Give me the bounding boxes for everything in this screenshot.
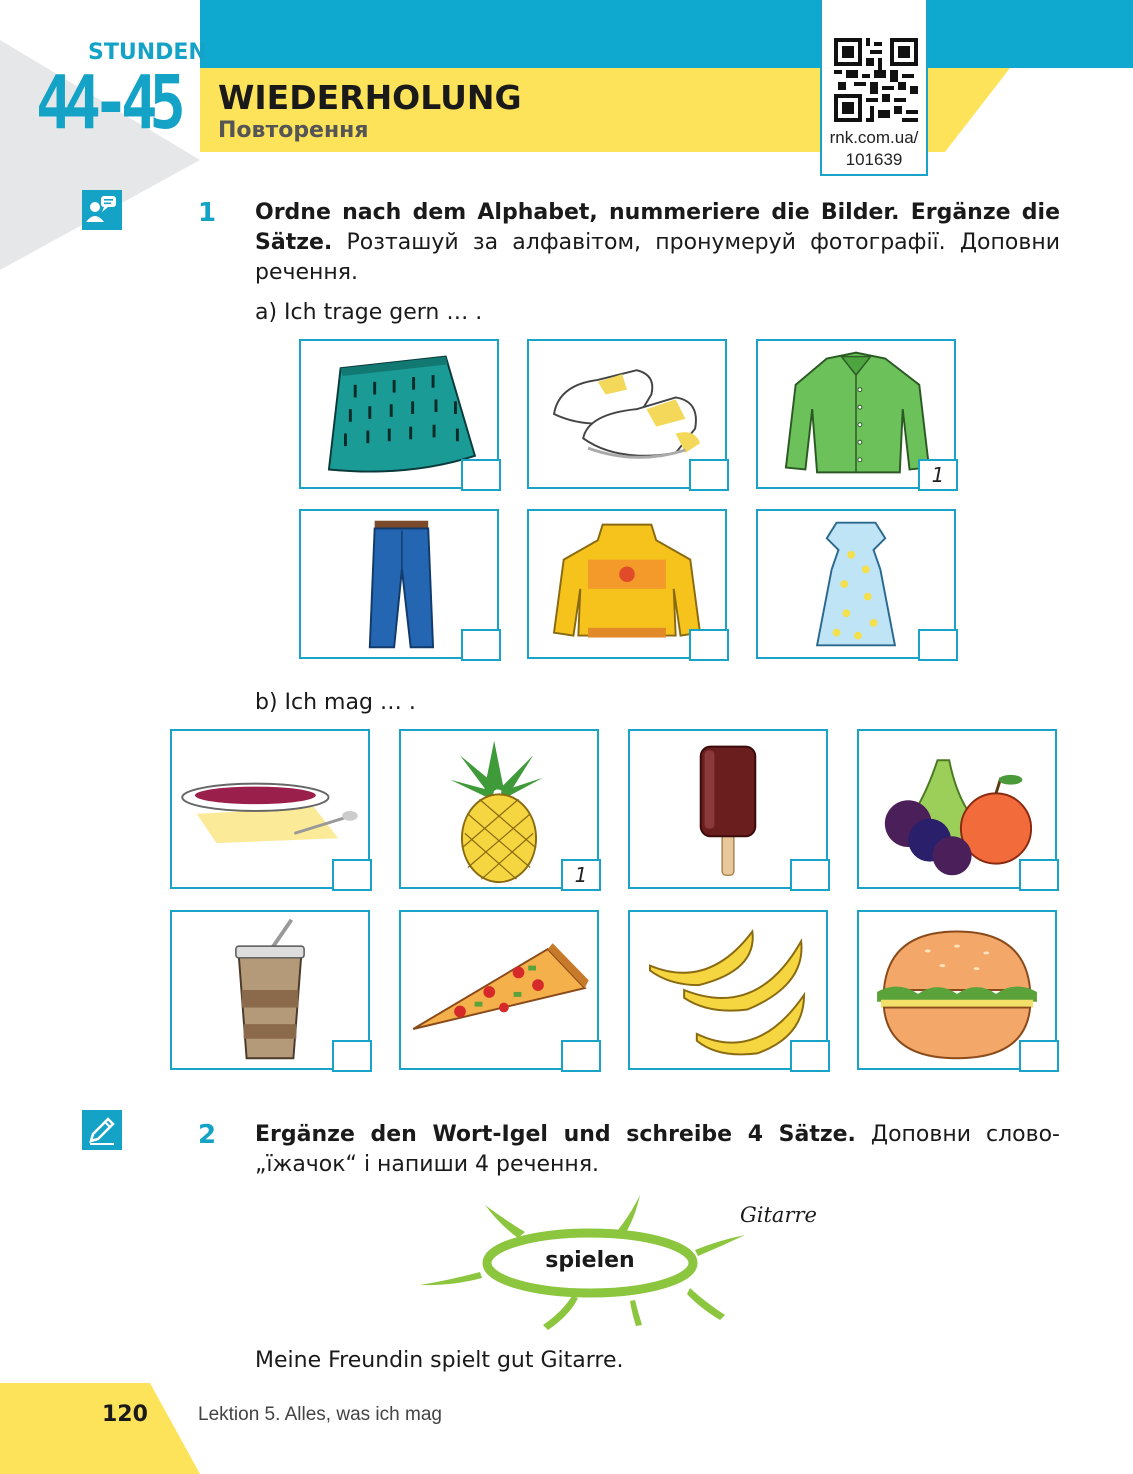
- task1-instruction-ua: Розташуй за алфавітом, пронумеруй фотографії. Доповни речення.: [255, 230, 1061, 285]
- task2-instruction-de: Ergänze den Wort-Igel und schreibe 4 Sätze.: [255, 1122, 856, 1147]
- qr-link-line1: rnk.com.ua/: [829, 128, 919, 147]
- clothes-tile-sweater: [527, 509, 727, 659]
- clothes-tile-dress: [756, 509, 956, 659]
- task1-part-b-label: b) Ich mag … .: [255, 690, 416, 715]
- page-number: 120: [102, 1402, 148, 1427]
- number-box[interactable]: [689, 629, 729, 661]
- writing-icon: [82, 1110, 122, 1150]
- hedgehog-center-word: spielen: [545, 1248, 635, 1273]
- speaking-icon: [82, 190, 122, 230]
- number-box[interactable]: [332, 859, 372, 891]
- number-box[interactable]: [918, 629, 958, 661]
- number-box[interactable]: 1: [918, 459, 958, 491]
- page-title: WIEDERHOLUNG: [218, 78, 522, 117]
- task2-instruction-ua: Доповни слово-„їжачок“ і напиши 4 речення.: [255, 1122, 1060, 1177]
- number-box[interactable]: [1019, 859, 1059, 891]
- food-tile-pineapple: [399, 729, 599, 889]
- number-box[interactable]: [332, 1040, 372, 1072]
- qr-code-icon: [834, 38, 918, 122]
- clothes-tile-shirt: [756, 339, 956, 489]
- food-tile-ice-cream: [628, 729, 828, 889]
- task1-instruction-de: Ordne nach dem Alphabet, nummeriere die Bilder. Ergänze die Sätze.: [255, 200, 1060, 255]
- task1-part-a-label: a) Ich trage gern … .: [255, 300, 483, 325]
- number-box[interactable]: [561, 1040, 601, 1072]
- task1-instruction: [255, 198, 1060, 288]
- clothes-tile-sneakers: [527, 339, 727, 489]
- task2-instruction: [255, 1120, 1060, 1180]
- clothes-tile-jeans: [299, 509, 499, 659]
- clothes-tile-skirt: [299, 339, 499, 489]
- food-tile-drink: [170, 910, 370, 1070]
- food-tile-soup: [170, 729, 370, 889]
- food-tile-hamburger: [857, 910, 1057, 1070]
- number-box[interactable]: [1019, 1040, 1059, 1072]
- task2-number: 2: [198, 1120, 217, 1150]
- number-box[interactable]: [461, 459, 501, 491]
- number-box[interactable]: [461, 629, 501, 661]
- task1-number: 1: [198, 198, 217, 228]
- food-tile-bananas: [628, 910, 828, 1070]
- page-subtitle: Повторення: [218, 118, 369, 143]
- number-box[interactable]: [790, 859, 830, 891]
- hedgehog-example-word: Gitarre: [740, 1203, 817, 1227]
- number-box[interactable]: 1: [561, 859, 601, 891]
- food-tile-pizza: [399, 910, 599, 1070]
- number-box[interactable]: [689, 459, 729, 491]
- lesson-numbers: 44-45: [36, 60, 178, 146]
- example-sentence: Meine Freundin spielt gut Gitarre.: [255, 1348, 624, 1373]
- stunden-label: STUNDEN: [88, 40, 207, 65]
- number-box[interactable]: [790, 1040, 830, 1072]
- qr-link-line2: 101639: [845, 150, 903, 169]
- food-tile-fruits: [857, 729, 1057, 889]
- lesson-title: Lektion 5. Alles, was ich mag: [198, 1404, 442, 1425]
- qr-box[interactable]: [820, 0, 928, 176]
